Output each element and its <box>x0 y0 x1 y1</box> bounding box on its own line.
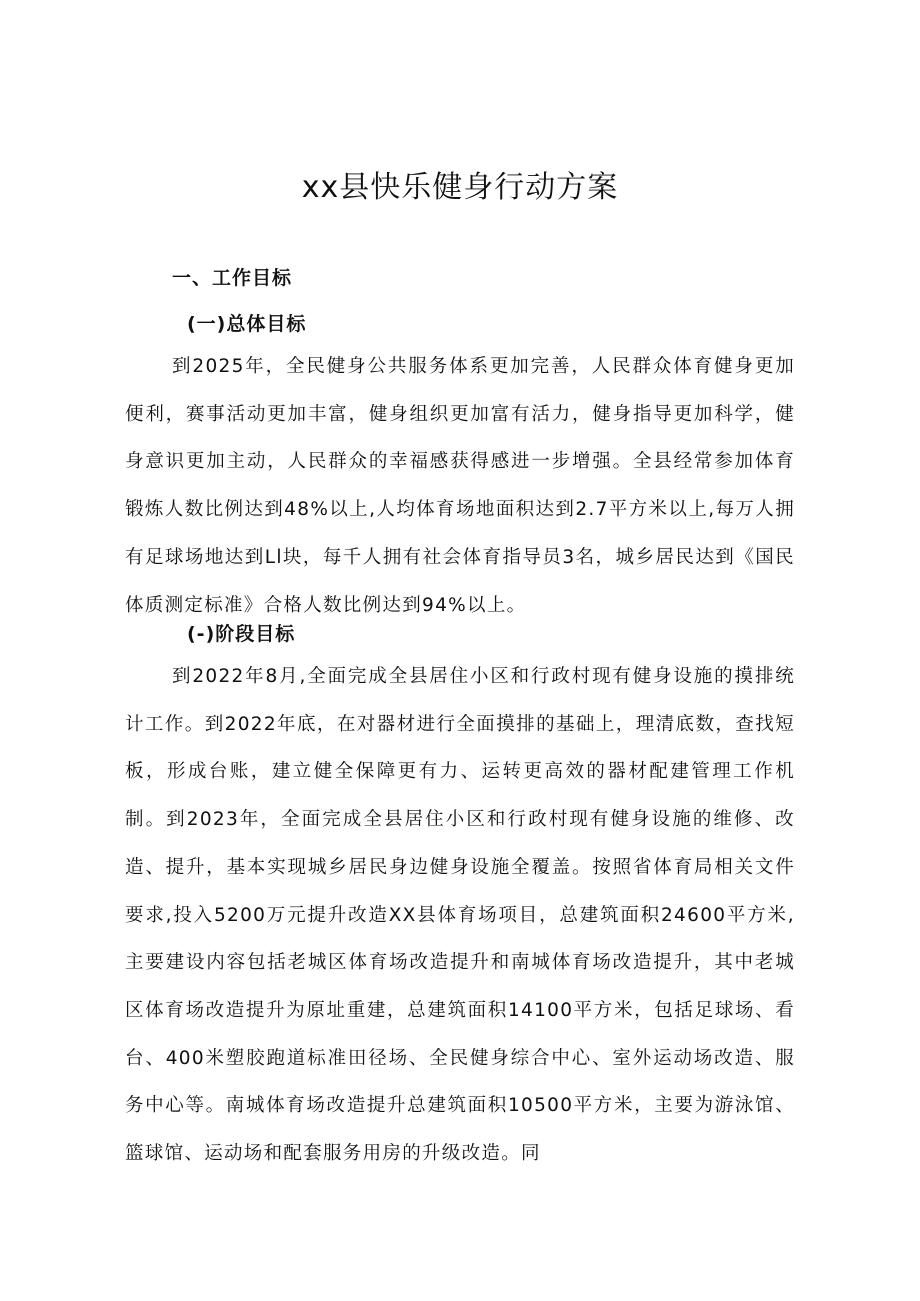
subsection-heading-overall-goals: (一)总体目标 <box>187 313 307 335</box>
section-heading-work-goals: 一、工作目标 <box>172 267 293 289</box>
subsection-heading-stage-goals: (-)阶段目标 <box>187 623 296 645</box>
document-title: xx县快乐健身行动方案 <box>301 170 619 205</box>
stage-goals-paragraph: 到2022年8月,全面完成全县居住小区和行政村现有健身设施的摸排统计工作。到2022年底，在对器材进行全面摸排的基础上，理清底数，查找短板，形成台账，建立健全保障更有力、运转更高效的器材配建管理工作机制。到2023年，全面完成全县居住小区和行政村现有健身设施的维修、改造、提升，基本实现城乡居民身边健身设施全覆盖。按照省体育局相关文件要求,投入5200万元提升改造XX县体育场项目，总建筑面积24600平方米,主要建设内容包括老城区体育场改造提升和南城体育场改造提升，其中老城区体育场改造提升为原址重建，总建筑面积14100平方米，包括足球场、看台、400米塑胶跑道标准田径场、全民健身综合中心、室外运动场改造、服务中心等。南城体育场改造提升总建筑面积10500平方米，主要为游泳馆、篮球馆、运动场和配套服务用房的升级改造。同 <box>125 666 795 1165</box>
overall-goals-paragraph: 到2025年，全民健身公共服务体系更加完善，人民群众体育健身更加便利，赛事活动更加丰富，健身组织更加富有活力，健身指导更加科学，健身意识更加主动，人民群众的幸福感获得感进一步增强。全县经常参加体育锻炼人数比例达到48%以上,人均体育场地面积达到2.7平方米以上,每万人拥有足球场地达到Ll块，每千人拥有社会体育指导员3名，城乡居民达到《国民体质测定标准》合格人数比例达到94%以上。 <box>125 356 795 616</box>
